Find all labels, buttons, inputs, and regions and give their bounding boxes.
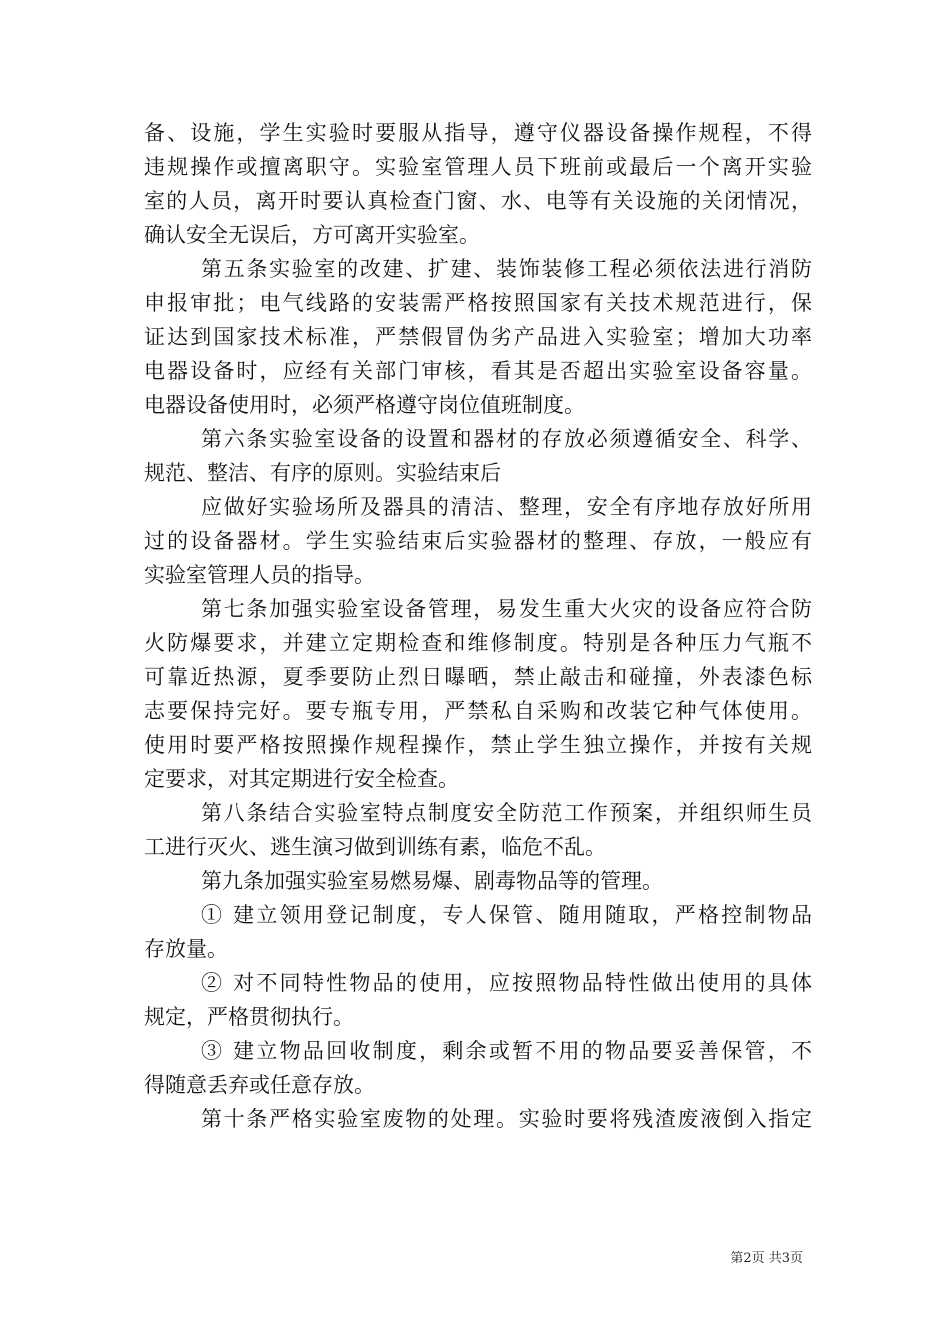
body-line: 过的设备器材。学生实验结束后实验器材的整理、存放，一般应有	[144, 529, 812, 553]
body-line: 第七条加强实验室设备管理，易发生重大火灾的设备应符合防	[201, 597, 812, 621]
body-line: 确认安全无误后，方可离开实验室。	[144, 223, 480, 247]
body-line: 申报审批；电气线路的安装需严格按照国家有关技术规范进行，保	[144, 291, 812, 315]
body-line: ③ 建立物品回收制度，剩余或暂不用的物品要妥善保管，不	[201, 1039, 812, 1063]
body-line: 定要求，对其定期进行安全检查。	[144, 767, 459, 791]
body-line: 使用时要严格按照操作规程操作，禁止学生独立操作，并按有关规	[144, 733, 812, 757]
body-line: 第五条实验室的改建、扩建、装饰装修工程必须依法进行消防	[201, 257, 812, 281]
body-line: 第八条结合实验室特点制度安全防范工作预案，并组织师生员	[201, 801, 812, 825]
body-line: 第六条实验室设备的设置和器材的存放必须遵循安全、科学、	[201, 427, 812, 451]
body-line: 火防爆要求，并建立定期检查和维修制度。特别是各种压力气瓶不	[144, 631, 812, 655]
body-line: 第九条加强实验室易燃易爆、剧毒物品等的管理。	[201, 869, 663, 893]
body-line: 得随意丢弃或任意存放。	[144, 1073, 375, 1097]
body-line: 室的人员，离开时要认真检查门窗、水、电等有关设施的关闭情况，	[144, 189, 812, 213]
page-number: 第2页 共3页	[730, 1251, 803, 1266]
body-line: ① 建立领用登记制度，专人保管、随用随取，严格控制物品	[201, 903, 812, 927]
body-line: 电器设备使用时，必须严格遵守岗位值班制度。	[144, 393, 585, 417]
body-line: 电器设备时，应经有关部门审核，看其是否超出实验室设备容量。	[144, 359, 812, 383]
body-line: 违规操作或擅离职守。实验室管理人员下班前或最后一个离开实验	[144, 155, 812, 179]
body-line: 实验室管理人员的指导。	[144, 563, 375, 587]
body-line: 可靠近热源，夏季要防止烈日曝晒，禁止敲击和碰撞，外表漆色标	[144, 665, 812, 689]
body-line: 存放量。	[144, 937, 228, 961]
body-line: 规定，严格贯彻执行。	[144, 1005, 354, 1029]
body-line: 证达到国家技术标准，严禁假冒伪劣产品进入实验室；增加大功率	[144, 325, 812, 349]
document-body	[144, 116, 812, 1136]
body-line: 应做好实验场所及器具的清洁、整理，安全有序地存放好所用	[201, 495, 812, 519]
body-line: 规范、整洁、有序的原则。实验结束后	[144, 461, 501, 485]
body-line: 志要保持完好。要专瓶专用，严禁私自采购和改装它种气体使用。	[144, 699, 812, 723]
body-line: 备、设施，学生实验时要服从指导，遵守仪器设备操作规程，不得	[144, 121, 812, 145]
body-line: ② 对不同特性物品的使用，应按照物品特性做出使用的具体	[201, 971, 812, 995]
body-line: 第十条严格实验室废物的处理。实验时要将残渣废液倒入指定	[201, 1107, 812, 1131]
body-line: 工进行灭火、逃生演习做到训练有素，临危不乱。	[144, 835, 606, 859]
